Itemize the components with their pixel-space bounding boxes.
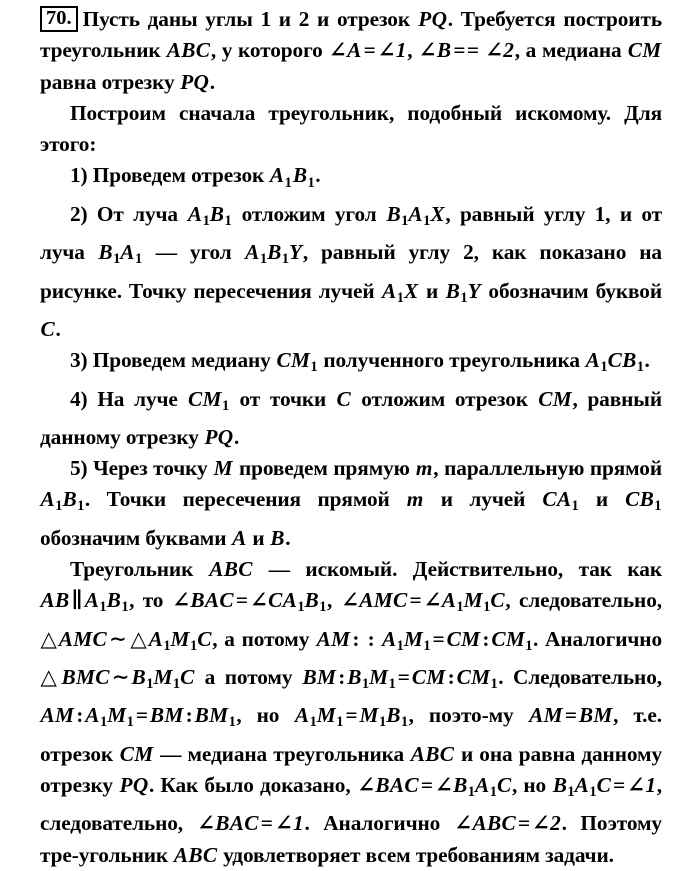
text-run: от точки bbox=[229, 386, 336, 411]
text-run: , но bbox=[511, 773, 553, 798]
math-bold-angle-ca1b1: $\angle CA_1B_1$ bbox=[249, 588, 327, 616]
text-run: — искомый. Действительно, так как bbox=[253, 557, 662, 582]
text-run: , у которого bbox=[210, 38, 329, 63]
text-run: . bbox=[233, 424, 240, 449]
math-equals: = bbox=[397, 665, 410, 690]
math-b1a1: $B_1A_1$ bbox=[98, 240, 143, 268]
math-cm1: $CM_1$ bbox=[188, 386, 230, 414]
text-run: му bbox=[488, 703, 529, 728]
text-run: . Аналогично bbox=[533, 626, 663, 651]
problem-number-box: 70. bbox=[40, 6, 78, 32]
paragraph-step-4 bbox=[40, 384, 662, 454]
text-run: отложим отрезок bbox=[351, 386, 538, 411]
text-run: , поэто- bbox=[408, 703, 489, 728]
paragraph-intro bbox=[40, 98, 662, 161]
math-triangle-amc: △AMC bbox=[40, 626, 108, 651]
math-cm: CM bbox=[446, 626, 481, 651]
text-run: . Точки пересечения прямой bbox=[84, 487, 407, 512]
text-run: а потому bbox=[195, 665, 302, 690]
math-cm1: $CM_1$ bbox=[456, 665, 498, 693]
page-body bbox=[40, 4, 662, 871]
math-cm1: $CM_1$ bbox=[491, 626, 533, 654]
math-bold-bm1: $BM_1$ bbox=[194, 703, 236, 731]
math-a: A bbox=[232, 525, 247, 550]
text-run: — угол bbox=[142, 240, 245, 265]
math-colon: : bbox=[338, 665, 346, 690]
text-run: . Требуется построить треугольник bbox=[40, 7, 662, 63]
text-run: , то bbox=[129, 588, 172, 613]
paragraph-step-5 bbox=[40, 453, 662, 554]
math-b1: $B_1$ bbox=[292, 163, 315, 191]
math-a1cb1: $A_1CB_1$ bbox=[585, 348, 645, 376]
math-ab: AB bbox=[40, 588, 70, 613]
math-pq-2: PQ bbox=[180, 69, 210, 94]
text-run: , параллельную прямой bbox=[433, 456, 663, 481]
paragraph-step-2 bbox=[40, 199, 662, 345]
text-run: . bbox=[315, 163, 321, 188]
math-cm: CM bbox=[627, 38, 662, 63]
text-run: угольник bbox=[78, 842, 174, 867]
math-abc: ABC bbox=[166, 38, 211, 63]
math-am: AM bbox=[40, 703, 75, 728]
text-run: обозначим буквой bbox=[481, 278, 662, 303]
math-b1a1x: $B_1A_1X$ bbox=[386, 201, 445, 229]
text-run: отложим угол bbox=[232, 201, 386, 226]
text-run: , т.е. отрезок bbox=[40, 703, 662, 766]
text-run: От луча bbox=[96, 201, 188, 226]
math-cm: CM bbox=[411, 665, 446, 690]
math-triangle-bmc: △BMC bbox=[40, 665, 110, 690]
text-run: , но bbox=[236, 703, 295, 728]
math-colon: : bbox=[76, 703, 84, 728]
math-similar-symbol: ∼ bbox=[109, 626, 127, 651]
math-abc: ABC bbox=[173, 842, 218, 867]
text-run: и bbox=[247, 525, 270, 550]
math-a1b1: $A_1B_1$ bbox=[40, 487, 85, 515]
math-equals: = bbox=[453, 38, 466, 63]
text-run: . Как было доказано, bbox=[149, 773, 357, 798]
math-bold-abc: ABC bbox=[410, 741, 455, 766]
text-run: . bbox=[209, 69, 215, 94]
math-colon: : bbox=[352, 626, 360, 651]
text-run: обозначим буквами bbox=[40, 525, 232, 550]
step-label: 4) bbox=[70, 386, 98, 411]
math-bold-m1b1: $M_1B_1$ bbox=[359, 703, 409, 731]
math-colon: : bbox=[185, 703, 193, 728]
math-equals: = bbox=[235, 588, 248, 613]
math-abc: ABC bbox=[209, 557, 253, 582]
text-run: , bbox=[326, 588, 341, 613]
step-label: 5) bbox=[70, 456, 94, 481]
math-cm1: $CM_1$ bbox=[276, 348, 318, 376]
math-b: B bbox=[270, 525, 285, 550]
math-bold-c: C bbox=[336, 386, 351, 411]
math-c: C bbox=[40, 316, 56, 341]
text-run: Построим сначала треугольник, подобный искомому. Для этого: bbox=[40, 100, 662, 157]
math-ca1: $CA_1$ bbox=[542, 487, 579, 515]
text-run: и она равна данному отрезку bbox=[40, 741, 662, 798]
math-equals: = bbox=[345, 703, 358, 728]
math-a1: $A_1$ bbox=[269, 163, 292, 191]
math-equals: = bbox=[135, 703, 148, 728]
math-angle-amc: ∠AMC bbox=[341, 588, 408, 613]
math-bold-b1a1c: $B_1A_1C$ bbox=[552, 773, 612, 801]
math-a1b1y: $A_1B_1Y$ bbox=[245, 240, 303, 268]
math-angle-bac: ∠BAC bbox=[197, 811, 259, 836]
text-run: . Следовательно, bbox=[498, 665, 662, 690]
text-run: . bbox=[644, 348, 650, 373]
math-am: AM bbox=[316, 626, 351, 651]
text-run: Треугольник bbox=[70, 557, 209, 582]
step-label: 2) bbox=[70, 201, 97, 226]
text-run: , bbox=[407, 38, 419, 63]
text-run: и bbox=[579, 487, 625, 512]
math-bold-pq: PQ bbox=[119, 773, 149, 798]
math-angle-2: ∠2 bbox=[485, 38, 515, 63]
text-run: = bbox=[466, 38, 485, 63]
text-run: Через точку bbox=[93, 456, 214, 481]
math-colon: : bbox=[482, 626, 490, 651]
text-run: и bbox=[419, 278, 446, 303]
text-run: . Поэтому тре- bbox=[40, 811, 662, 867]
text-run: , равный углу bbox=[302, 240, 464, 265]
math-angle-bac: ∠BAC bbox=[357, 773, 419, 798]
math-bm: BM bbox=[302, 665, 337, 690]
text-run: . bbox=[285, 525, 291, 550]
math-equals: = bbox=[432, 626, 445, 651]
math-similar-symbol: ∼ bbox=[111, 665, 130, 690]
text-run: , равный данному отрезку bbox=[40, 386, 663, 449]
math-equals: = bbox=[260, 811, 273, 836]
math-b1m1: $B_1M_1$ bbox=[347, 665, 396, 693]
text-run: полученного треугольника bbox=[318, 348, 586, 373]
math-bold-pq: PQ bbox=[204, 424, 234, 449]
math-triangle-a1m1c: $\triangle A_1M_1C$ bbox=[128, 626, 212, 654]
text-run: Пусть даны углы 1 и 2 и отрезок bbox=[82, 7, 418, 31]
math-a1b1: $A_1B_1$ bbox=[187, 201, 232, 229]
math-colon: : bbox=[447, 665, 455, 690]
text-run: проведем прямую bbox=[233, 456, 416, 481]
text-run: , равный углу 1, и от луча bbox=[40, 201, 663, 265]
math-angle-a: ∠A bbox=[328, 38, 362, 63]
math-line-m: m bbox=[415, 456, 433, 481]
text-run: Проведем медиану bbox=[92, 348, 276, 373]
text-run: , следовательно, bbox=[40, 773, 662, 836]
math-angle-2: ∠2 bbox=[532, 811, 562, 836]
math-angle-bac: ∠BAC bbox=[172, 588, 234, 613]
step-label: 1) bbox=[70, 163, 93, 188]
text-run: , как показано на рисунке. Точку пересечения лучей bbox=[40, 240, 662, 303]
math-bold-angle-a1m1c: $\angle A_1M_1C$ bbox=[423, 588, 505, 616]
text-run: удовлетворяет всем требованиям задачи. bbox=[217, 842, 614, 867]
math-angle-b: ∠B bbox=[418, 38, 452, 63]
text-run: — медиана треугольника bbox=[153, 741, 411, 766]
math-am: AM bbox=[529, 703, 563, 728]
text-run: Проведем отрезок bbox=[92, 163, 270, 188]
text-run: : bbox=[367, 626, 382, 651]
text-run: . bbox=[55, 316, 61, 341]
text-run: , следовательно, bbox=[505, 588, 662, 613]
math-equals: = bbox=[564, 703, 577, 728]
math-equals: = bbox=[363, 38, 376, 63]
text-run: На луче bbox=[97, 386, 188, 411]
text-run: равна bbox=[40, 69, 102, 94]
math-parallel-symbol: ∥ bbox=[71, 588, 83, 613]
math-m: M bbox=[213, 456, 233, 481]
paragraph-statement bbox=[40, 4, 662, 98]
math-a1m1: $A_1M_1$ bbox=[381, 626, 431, 654]
step-label: 3) bbox=[70, 348, 93, 373]
paragraph-step-3 bbox=[40, 345, 662, 383]
bold-angle-2: 2 bbox=[463, 240, 474, 265]
text-run: и лучей bbox=[424, 487, 542, 512]
math-a1m1: $A_1M_1$ bbox=[294, 703, 344, 731]
math-cm: CM bbox=[538, 386, 572, 411]
paragraph-step-1 bbox=[40, 160, 662, 198]
math-equals: = bbox=[420, 773, 433, 798]
text-run: . Аналогично bbox=[304, 811, 454, 836]
math-bold-angle-b1a1c: $\angle B_1A_1C$ bbox=[434, 773, 512, 801]
bold-otrezku: отрезку bbox=[101, 69, 175, 94]
math-bm: BM bbox=[578, 703, 613, 728]
math-angle-1: ∠1 bbox=[274, 811, 304, 836]
math-bm: BM bbox=[149, 703, 184, 728]
text-run: , а потому bbox=[212, 626, 317, 651]
math-b1m1c: $B_1M_1C$ bbox=[131, 665, 195, 693]
math-angle-abc: ∠ABC bbox=[454, 811, 516, 836]
math-pq: PQ bbox=[418, 7, 448, 31]
math-b1y: $B_1Y$ bbox=[445, 278, 481, 306]
math-equals: = bbox=[517, 811, 531, 836]
paragraph-proof bbox=[40, 554, 662, 871]
math-a1x: $A_1X$ bbox=[382, 278, 419, 306]
math-cm: CM bbox=[119, 741, 154, 766]
math-equals: = bbox=[409, 588, 422, 613]
math-bold-angle-1: ∠1 bbox=[627, 773, 657, 798]
math-bold-cb1: $CB_1$ bbox=[625, 487, 662, 515]
math-line-m-2: m bbox=[406, 487, 424, 512]
text-run: , а медиана bbox=[514, 38, 628, 63]
math-equals: = bbox=[613, 773, 626, 798]
math-a1m1: $A_1M_1$ bbox=[85, 703, 134, 731]
math-a1b1: $A_1B_1$ bbox=[84, 588, 129, 616]
math-angle-1: ∠1 bbox=[377, 38, 407, 63]
